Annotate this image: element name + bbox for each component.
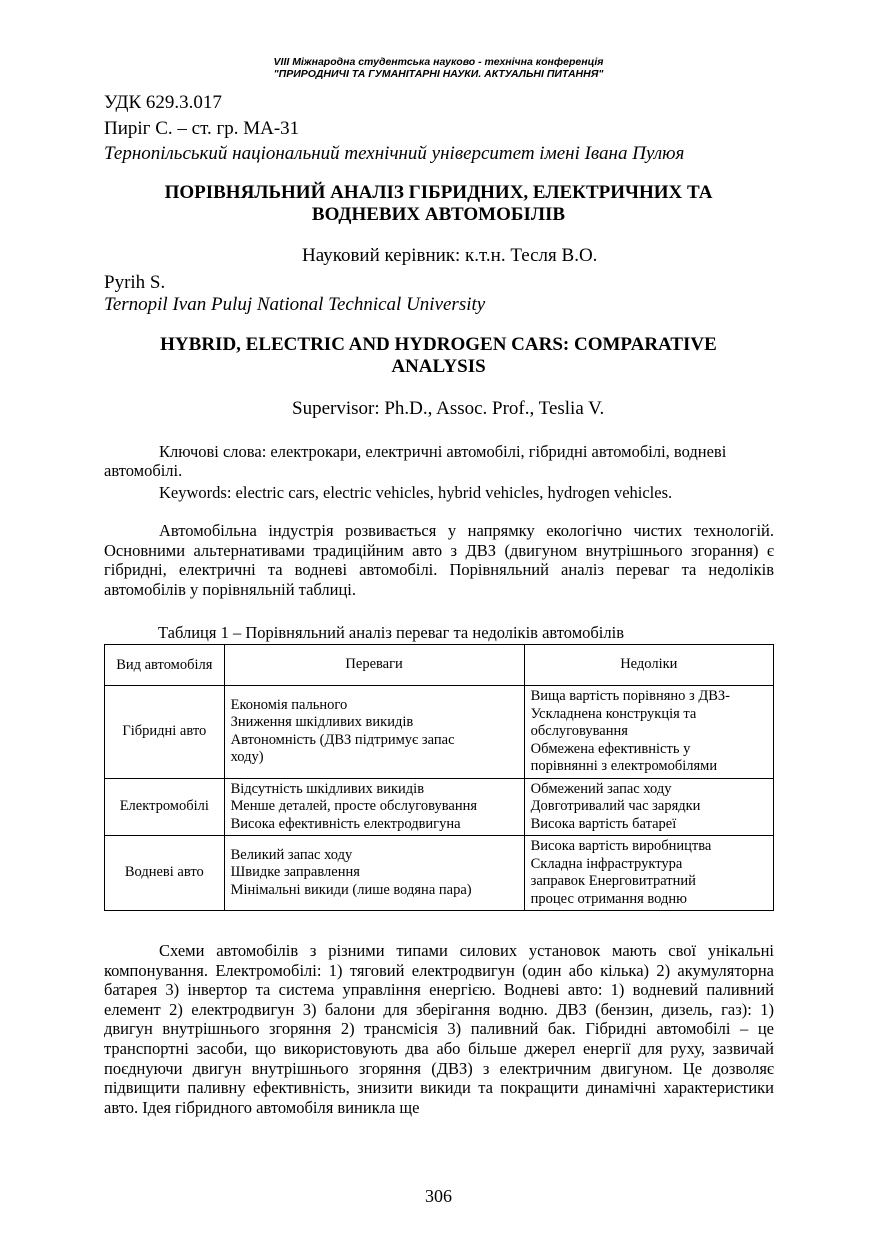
conference-header-line2: "ПРИРОДНИЧІ ТА ГУМАНІТАРНІ НАУКИ. АКТУАЛЬНІ ПИТАННЯ" (273, 68, 604, 80)
supervisor-ua: Науковий керівник: к.т.н. Тесля В.О. (302, 245, 598, 266)
author-ua: Пиріг С. – ст. гр. МА-31 (104, 118, 300, 139)
conference-header-line1: VIII Міжнародна студентська науково - технічна конференція (273, 56, 604, 68)
page-number: 306 (425, 1186, 452, 1206)
table-header-row (105, 645, 774, 686)
comparison-table (104, 644, 774, 911)
title-en (104, 334, 773, 378)
table-row (105, 778, 774, 836)
header-disadvantages: Недоліки (524, 645, 773, 686)
university-en: Ternopil Ivan Puluj National Technical University (104, 294, 486, 315)
title-en-line1: HYBRID, ELECTRIC AND HYDROGEN CARS: COMPARATIVE (160, 334, 717, 355)
list-item: Відсутність шкідливих викидів (230, 780, 425, 797)
list-item: Швидке заправлення (230, 864, 360, 881)
keywords-en: Keywords: electric cars, electric vehicles, hybrid vehicles, hydrogen vehicles. (159, 483, 673, 502)
university-ua: Тернопільський національний технічний університет імені Івана Пулюя (104, 143, 685, 164)
supervisor-en: Supervisor: Ph.D., Assoc. Prof., Teslia V. (292, 398, 605, 419)
table-row (105, 836, 774, 911)
list-item: Ускладнена конструкція та (530, 705, 697, 722)
list-item: заправок Енерговитратний (530, 873, 696, 889)
list-item: Зниження шкідливих викидів (230, 714, 414, 731)
list-item: Великий запас ходу (230, 846, 353, 863)
row-type-hybrid: Гібридні авто (105, 686, 225, 779)
udc-code: УДК 629.3.017 (104, 92, 222, 113)
list-item: процес отримання водню (530, 890, 687, 907)
title-ua-line2: ВОДНЕВИХ АВТОМОБІЛІВ (311, 204, 566, 225)
list-item: Вища вартість порівняно з ДВЗ- (530, 688, 731, 704)
list-item: Висока вартість батареї (530, 815, 677, 832)
keywords-ua: Ключові слова: електрокари, електричні автомобілі, гібридні автомобілі, водневі автомобілі. (104, 442, 727, 480)
hybrid-pros (224, 686, 524, 779)
header-vehicle-type: Вид автомобіля (105, 645, 225, 686)
row-type-electric: Електромобілі (105, 778, 225, 836)
list-item: Мінімальні викиди (лише водяна пара) (230, 881, 472, 898)
title-en-line2: ANALYSIS (391, 356, 486, 377)
hydrogen-pros (224, 836, 524, 911)
intro-paragraph: Автомобільна індустрія розвивається у напрямку екологічно чистих технологій. Основними альтернативами традиційним авто з ДВЗ (двигуном внутрішнього згорання) є гібридні, електричні та водневі автомобілі. Порівняльний аналіз переваг та недоліків автомобілів у порівняльній таблиці. (104, 521, 774, 599)
title-ua (104, 182, 773, 226)
list-item: Обмежена ефективність у (530, 740, 691, 757)
conference-header (0, 56, 877, 80)
list-item: Довготривалий час зарядки (530, 798, 701, 814)
body-paragraph: Схеми автомобілів з різними типами силових установок мають свої унікальні компонування. Електромобілі: 1) тяговий електродвигун (один або кілька) 2) акумуляторна батарея 3) інвертор та система управління енергією. Водневі авто: 1) водневий паливний елемент 2) електродвигун 3) балони для зберігання водню. ДВЗ (бензин, дизель, газ): 1) двигун внутрішнього згоряння 2) трансмісія 3) паливний бак. Гібридні автомобілі – це транспортні засоби, що використовують два або більше джерел енергії для руху, зазвичай поєднуючи двигун внутрішнього згоряння (ДВЗ) з електричним двигуном. Це дозволяє підвищити паливну ефективність, знизити викиди та покращити динамічні характеристики авто. Ідея гібридного автомобіля виникла ще (104, 941, 774, 1117)
hydrogen-cons (524, 836, 773, 911)
list-item: Висока ефективність електродвигуна (230, 815, 461, 832)
list-item: Висока вартість виробництва (530, 838, 712, 854)
list-item: порівнянні з електромобілями (530, 758, 718, 774)
list-item: Менше деталей, просте обслуговування (230, 798, 478, 814)
list-item: Обмежений запас ходу (530, 780, 672, 797)
author-en: Pyrih S. (104, 272, 166, 293)
electric-cons (524, 778, 773, 836)
list-item: Складна інфраструктура (530, 855, 683, 872)
header-advantages: Переваги (224, 645, 524, 686)
list-item: Економія пального (230, 696, 348, 713)
hybrid-cons (524, 686, 773, 779)
title-ua-line1: ПОРІВНЯЛЬНИЙ АНАЛІЗ ГІБРИДНИХ, ЕЛЕКТРИЧНИХ ТА (164, 182, 713, 203)
table-row (105, 686, 774, 779)
list-item: Автономність (ДВЗ підтримує запас (230, 731, 455, 748)
list-item: обслуговування (530, 723, 628, 739)
electric-pros (224, 778, 524, 836)
list-item: ходу) (230, 749, 264, 766)
table-caption: Таблиця 1 – Порівняльний аналіз переваг та недоліків автомобілів (158, 623, 624, 642)
row-type-hydrogen: Водневі авто (105, 836, 225, 911)
